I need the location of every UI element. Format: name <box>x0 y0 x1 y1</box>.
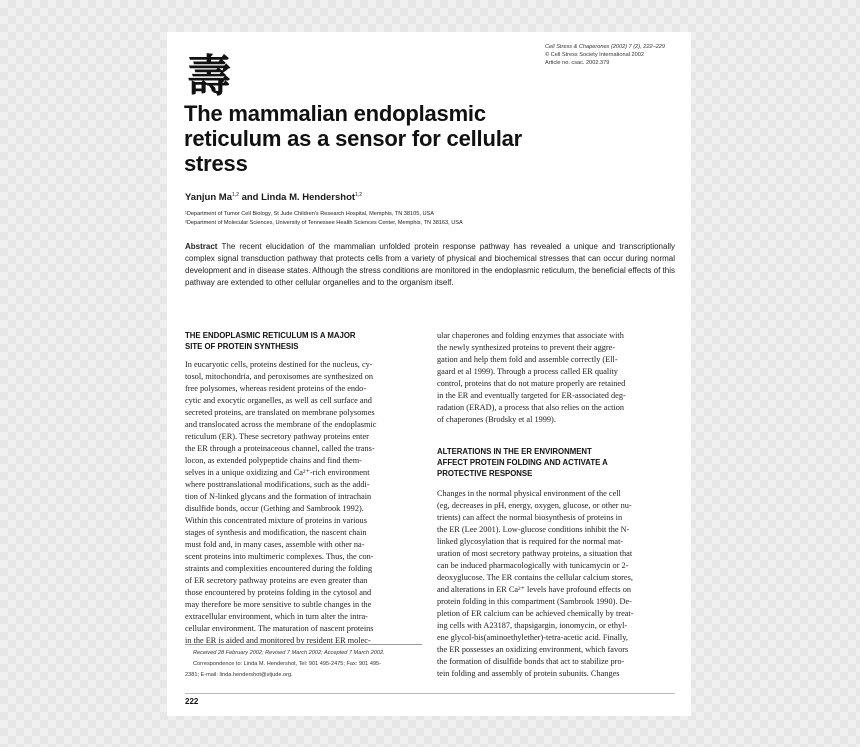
footnote-received: Received 28 February 2002; Revised 7 March 2002; Accepted 7 March 2002. <box>193 650 385 656</box>
text-line: radation (ERAD), a process that also relies on the action <box>437 403 625 412</box>
author-affiliation-marker: 1,2 <box>231 192 239 198</box>
title-line: reticulum as a sensor for cellular <box>184 126 523 151</box>
text-line: In eucaryotic cells, proteins destined for the nucleus, cy- <box>185 360 373 369</box>
section-body <box>185 359 422 647</box>
footnote-correspondence-cont: 2381; E-mail: linda.hendershot@stjude.org. <box>185 672 293 678</box>
text-line: (eg, decreases in pH, energy, oxygen, glucose, or other nu- <box>437 501 632 510</box>
text-line: trients) can affect the normal biosynthesis of proteins in <box>437 513 623 522</box>
author-name: Linda M. Hendershot <box>261 192 356 203</box>
text-line: straints and complexities encountered during the folding <box>185 564 373 573</box>
author-name: Yanjun Ma <box>185 192 232 203</box>
text-line: extracellular environment, which in turn alter the intra- <box>185 612 368 621</box>
text-line: secreted proteins, are translated on membrane polysomes <box>185 408 375 417</box>
footnote-correspondence: Correspondence to: Linda M. Hendershot, Tel: 901 495-2475; Fax: 901 495- <box>193 661 382 667</box>
title-line: stress <box>184 151 248 176</box>
text-line: the ER (Lee 2001). Low-glucose conditions inhibit the N- <box>437 525 630 534</box>
abstract-text: The recent elucidation of the mammalian unfolded protein response pathway has revealed a unique and transcriptionally complex signal transduction pathway that protects cells from a variety of physical and biochemical stresses that can occur during normal development and in disease states. Although the stress conditions are monitored in the endoplasmic reticulum, the beneficial effects of this pathway are extended to other cellular organelles and to the organism itself. <box>185 242 676 287</box>
text-line: Within this concentrated mixture of proteins in various <box>185 516 367 525</box>
journal-copyright: © Cell Stress Society International 2002 <box>545 52 644 58</box>
title-line: The mammalian endoplasmic <box>184 101 486 126</box>
text-line: free polysomes, whereas resident proteins of the endo- <box>185 384 367 393</box>
text-line: in the ER is aided and monitored by resident ER molec- <box>185 636 371 645</box>
author-affiliation-marker: 1,2 <box>355 192 363 198</box>
text-line: gaard et al 1999). Through a process called ER quality <box>437 367 618 376</box>
text-line: cytic and exocytic organelles, as well as cell surface and <box>185 396 372 405</box>
text-line: pletion of ER calcium can be achieved chemically by treat- <box>437 609 634 618</box>
section-heading-line: ALTERATIONS IN THE ER ENVIRONMENT <box>437 447 592 456</box>
svg-text:壽: 壽 <box>187 51 231 101</box>
section-body <box>437 488 674 680</box>
author-list <box>185 189 665 204</box>
text-line: uration of most secretory pathway proteins, a situation that <box>437 549 633 558</box>
journal-citation-block <box>545 43 685 67</box>
abstract <box>185 241 675 289</box>
paper-title <box>184 101 664 176</box>
section-heading-line: SITE OF PROTEIN SYNTHESIS <box>185 342 299 351</box>
author-joiner: and <box>238 192 262 203</box>
text-line: protein folding in this compartment (Sambrook 1990). De- <box>437 597 632 606</box>
text-line: tein folding and assembly of protein subunits. Changes <box>437 669 620 678</box>
affiliation: ¹Department of Tumor Cell Biology, St Jude Children's Research Hospital, Memphis, TN 38105, USA <box>185 211 434 217</box>
text-line: gation and help them fold and assemble correctly (Ell- <box>437 355 618 364</box>
text-line: the ER through a proteinaceous channel, called the trans- <box>185 444 375 453</box>
text-line: disulfide bonds, occur (Gething and Sambrook 1992). <box>185 504 364 513</box>
text-line: may therefore be more sensitive to subtle changes in the <box>185 600 372 609</box>
text-line: tosol, mitochondria, and peroxisomes are synthesized on <box>185 372 374 381</box>
text-line: control, proteins that do not mature properly are retained <box>437 379 626 388</box>
text-line: cellular environment. The maturation of nascent proteins <box>185 624 374 633</box>
journal-citation: Cell Stress & Chaperones (2002) 7 (2), 222–229 <box>545 44 666 50</box>
text-line: ene glycol-bis(aminoethylether)-tetra-acetic acid. Finally, <box>437 633 628 642</box>
text-line: linked glycosylation that is required for the normal mat- <box>437 537 624 546</box>
text-line: stages of synthesis and modification, the nascent chain <box>185 528 367 537</box>
footer-divider <box>185 693 675 694</box>
page-number: 222 <box>185 697 199 706</box>
abstract-label: Abstract <box>185 242 218 251</box>
text-line: must fold and, in many cases, assemble with other na- <box>185 540 365 549</box>
section-heading <box>437 446 674 479</box>
text-line: ular chaperones and folding enzymes that associate with <box>437 331 624 340</box>
text-line: can be induced pharmacologically with tunicamycin or 2- <box>437 561 629 570</box>
section-heading-line: PROTECTIVE RESPONSE <box>437 469 533 478</box>
text-line: deoxyglucose. The ER contains the cellular calcium stores, <box>437 573 633 582</box>
footnote-divider <box>185 644 422 645</box>
section-heading-line: AFFECT PROTEIN FOLDING AND ACTIVATE A <box>437 458 608 467</box>
text-line: selves in a unique oxidizing and Ca²⁺-rich environment <box>185 468 370 477</box>
text-line: tion of N-linked glycans and the formation of intrachain <box>185 492 372 501</box>
text-line: of chaperones (Brodsky et al 1999). <box>437 415 556 424</box>
text-line: the ER possesses an oxidizing environment, which favors <box>437 645 629 654</box>
text-line: the formation of disulfide bonds that act to stabilize pro- <box>437 657 625 666</box>
affiliation: ²Department of Molecular Sciences, University of Tennessee Health Sciences Center, Memphis, TN 38163, USA <box>185 220 463 226</box>
text-line: reticulum (ER). These secretory pathway proteins enter <box>185 432 369 441</box>
text-line: of ER secretory pathway proteins are even greater than <box>185 576 368 585</box>
right-column <box>437 330 674 680</box>
affiliations <box>185 210 665 228</box>
text-line: those encountered by proteins folding in the cytosol and <box>185 588 372 597</box>
section-heading <box>185 330 422 352</box>
text-line: the newly synthesized proteins to prevent their aggre- <box>437 343 616 352</box>
text-line: locon, as extended polypeptide chains and find them- <box>185 456 362 465</box>
text-line: where posttranslational modifications, such as the addi- <box>185 480 370 489</box>
footnote <box>185 648 425 681</box>
text-line: and translocated across the membrane of the endoplasmic <box>185 420 377 429</box>
left-column <box>185 330 422 647</box>
paper-page <box>167 32 691 716</box>
text-line: in the ER and eventually targeted for ER-associated deg- <box>437 391 626 400</box>
text-line: scent proteins into multimeric complexes. Thus, the con- <box>185 552 374 561</box>
section-heading-line: THE ENDOPLASMIC RETICULUM IS A MAJOR <box>185 331 356 340</box>
section-body <box>437 330 674 426</box>
text-line: and alterations in ER Ca²⁺ levels have profound effects on <box>437 585 632 594</box>
text-line: Changes in the normal physical environment of the cell <box>437 489 621 498</box>
journal-article-no: Article no. csac. 2002.379 <box>545 60 610 66</box>
longevity-glyph-icon <box>184 43 234 101</box>
text-line: ing cells with A23187, thapsigargin, ionomycin, or ethyl- <box>437 621 628 630</box>
